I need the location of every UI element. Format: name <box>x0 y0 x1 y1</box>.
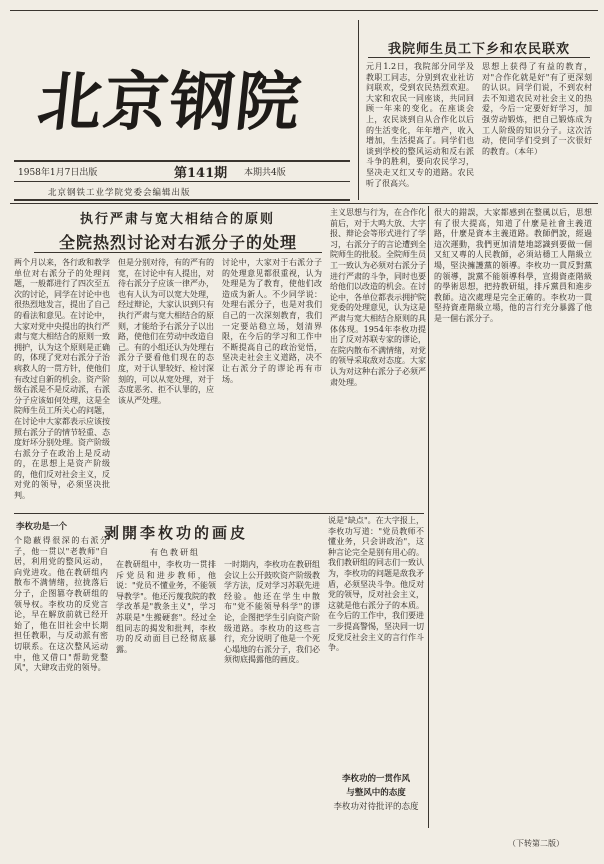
issue-number: 第141期 <box>174 166 228 181</box>
caption-line-1: 李枚功的一贯作风 <box>341 774 410 784</box>
main-column-5: 很大的錯誤，大家都感到在整風以后，思想有了很大提高，知道了什麼是社會主義道路，什麼是資本主義道路。教師們說，經過這次運動，我們更加清楚地認識到要做一個又紅又專的人民教師，必須站穩工人階級立場，堅決擁護黨的領導。李枚功一貫反對黨的領導，說黨不能領導科學，宣揚資產階級的學術思想，把持教研組，排斥黨員和進步教師。這次處理是完全正確的。李枚功一貫堅持資產階級立場，他的言行充分暴露了他是一個右派分子。 <box>434 208 592 323</box>
top-right-column-2: 思想上获得了有益的教育，对"合作化就是好"有了更深刻的认识。同学们说，不到农村去不知道农民对社会主义的热爱，今后一定要好好学习，加强劳动锻炼，把自己锻炼成为工人阶级的知识分子。这次活动，使同学们受到了一次很好的教育。（本年） <box>482 62 592 156</box>
caption-line-2: 与整风中的态度 <box>346 788 406 798</box>
masthead-title: 北京钢院 <box>34 65 306 140</box>
sub-column-3: 一时期内，李枚功在教研组会议上公开鼓吹资产阶级教学方法，反对学习苏联先进经验。他还在学生中散布"党不能领导科学"的谬论，企图把学生引向资产阶级道路。李枚功的这些言行，充分说明了他是一个死心塌地的右派分子，我们必须彻底揭露他的画皮。 <box>224 560 320 665</box>
masthead-rule-mid <box>14 181 350 182</box>
sub-column-4: 说是"缺点"。在大字报上，李枚功写道："党员教师不懂业务，只会讲政治"，这种言论完全是别有用心的。我们教研组的同志们一致认为，李枚功的问题是敌我矛盾，必须坚决斗争。他反对党的领导，反对社会主义，这就是他右派分子的本质。在今后的工作中，我们要进一步提高警惕，坚决同一切反党反社会主义的言行作斗争。 <box>328 516 424 653</box>
main-head-rule <box>34 252 322 253</box>
issue-info-row <box>14 162 350 180</box>
publisher-line: 北京钢铁工业学院党委会编辑出版 <box>48 188 191 198</box>
caption-line-3: 李枚功对待批评的态度 <box>333 802 419 812</box>
issue-pages: 本期共4版 <box>244 168 286 178</box>
sub-article-rule <box>14 513 424 514</box>
right-column-divider <box>428 206 429 828</box>
main-kicker: 执行严肃与宽大相结合的原则 <box>80 212 276 227</box>
main-column-1: 两个月以来，各行政和教学单位对右派分子的处理问题，一般都进行了四次至五次的讨论，同学在讨论中也很热烈地发言，提出了自己的看法和意见。在讨论中，大家对党中央提出的执行严肃与宽大相结合的原则一致拥护，认为这个原则是正确的，体现了党对右派分子治病救人的一贯方针，使他们有改过自新的机会。资产阶级右派是不是反动派，右派分子应该如何处理，这是全院师生员工所关心的问题，在讨论中大家都表示应该按照右派分子的情节轻重、态度好坏分别处理。资产阶级右派分子在政治上是反动的，在思想上是资产阶级的，他们反对社会主义，反对党的领导，必须坚决批判。 <box>14 258 110 501</box>
section-rule-top <box>10 203 598 204</box>
sub-column-1: 个隐蔽得很深的右派分子，他一贯以"老教师"自居，利用党的整风运动，向党进攻。他在教研组内散布不满情绪，拉拢落后分子，企图篡夺教研组的领导权。李枚功的反党言论，早在解放前就已经开始了，他在旧社会中长期担任教职，与反动派有密切联系。在这次整风运动中，他又借口"帮助党整风"，大肆攻击党的领导。 <box>14 536 108 673</box>
main-headline: 全院热烈讨论对右派分子的处理 <box>58 233 297 252</box>
sub-byline: 有色教研组 <box>150 548 200 557</box>
sub-side-title: 李枚功是一个 <box>16 522 68 532</box>
top-right-column-1: 元月1.2日，我院部分同学及教职工同志，分别到农业社访问联欢，受到农民热烈欢迎。大家和农民一同座谈，共同回顾一年来的变化。在座谈会上，农民谈到自从合作化以后的生活变化，年年增产，收入增加，生活提高了。同学们也谈到学校的整风运动和反右派斗争的胜利，要向农民学习，坚决走又红又专的道路。农民听了很高兴。 <box>366 62 474 188</box>
sub-headline: 剥開李枚功的画皮 <box>104 524 249 542</box>
masthead-rule-bottom <box>14 199 350 201</box>
main-column-4: 主义思想与行为，在合作化前后，对于大鸣大放、大字报、辩论会等形式进行了学习，右派分子的言论遭到全院师生的批驳。全院师生员工一致认为必须对右派分子进行严肃的斗争，同时也要给他们以改造的机会。在讨论中，各单位都表示拥护院党委的处理意见，认为这是严肃与宽大相结合原则的具体体现。1954年李枚功提出了反对苏联专家的谬论，在院内散布不满情绪，对党的领导采取敌对态度。大家认为对这种右派分子必须严肃处理。 <box>330 208 426 387</box>
top-border <box>10 10 598 11</box>
top-right-headline: 我院师生员工下乡和农民联欢 <box>387 42 570 57</box>
main-column-2: 但是分别对待，有的严有的宽，在讨论中有人提出，对待右派分子应该一律严办，也有人认为可以宽大处理，经过辩论，大家认识到只有执行严肃与宽大相结合的原则，才能给予右派分子以出路，使他们在劳动中改造自己。有的小组还认为处理右派分子要看他们现在的态度，对于认罪较好、检讨深刻的，可以从宽处理，对于态度恶劣、拒不认罪的，应该从严处理。 <box>118 258 214 405</box>
continued-note: （下转第二版） <box>508 839 564 848</box>
issue-date: 1958年1月7日出版 <box>18 168 98 178</box>
main-column-3: 讨论中，大家对于右派分子的处理意见都很重视，认为处理是为了教育，使他们改造成为新人。不少同学说：处理右派分子，也是对我们自己的一次深刻教育，我们一定要站稳立场，划清界限，在今后的学习和工作中不断提高自己的政治觉悟，坚决走社会主义道路，决不让右派分子的谬论再有市场。 <box>222 258 322 384</box>
top-right-divider <box>358 20 359 200</box>
sub-column-2: 在教研组中，李枚功一贯排斥党员和进步教师，他说："党员不懂业务，不能领导教学"。他还污蔑我院的教学改革是"教条主义"，学习苏联是"生搬硬套"。经过全组同志的揭发和批判，李枚功的反动面目已经彻底暴露。 <box>116 560 216 654</box>
top-right-head-rule <box>368 57 590 58</box>
